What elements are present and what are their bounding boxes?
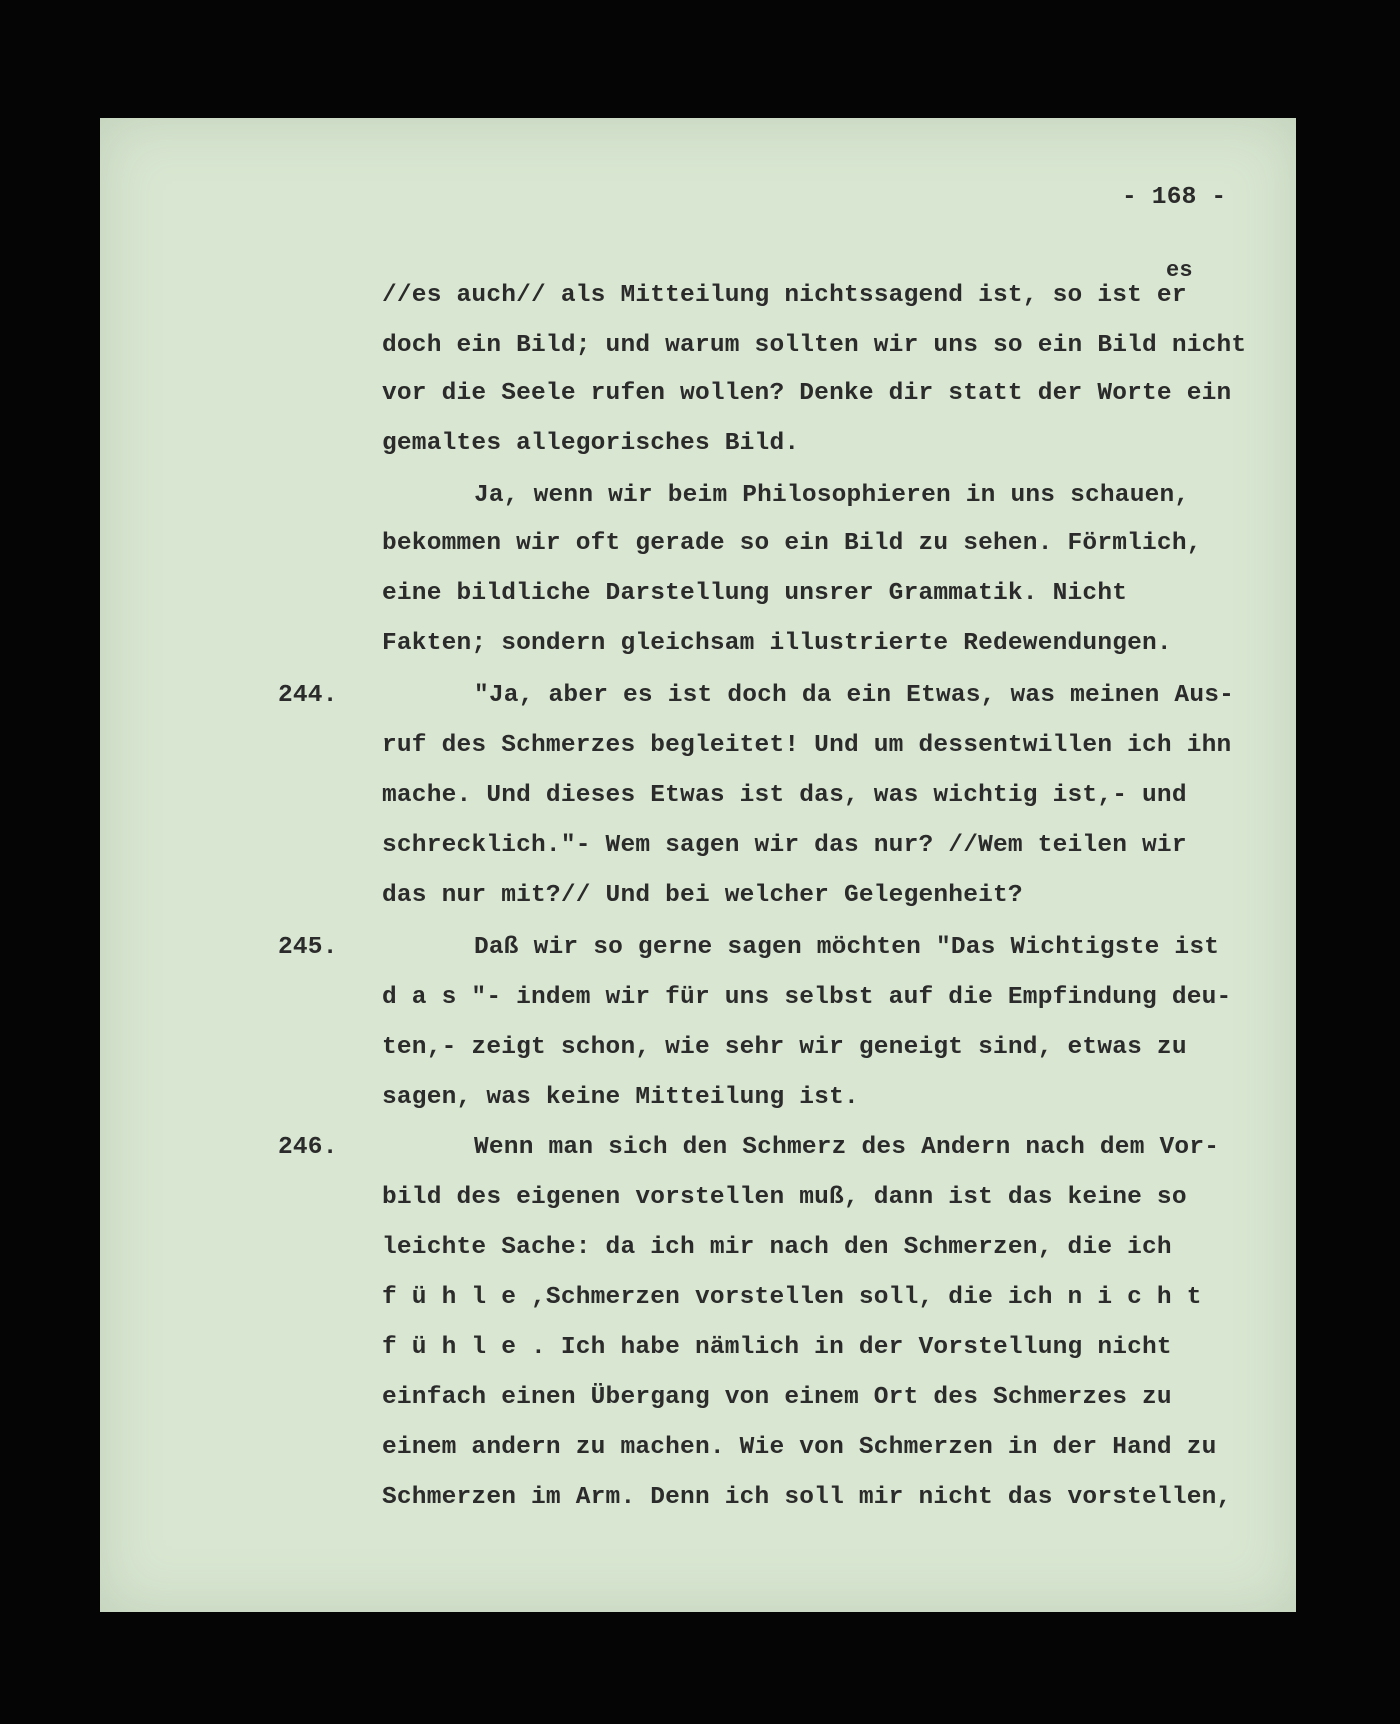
text-line: bild des eigenen vorstellen muß, dann ist das keine so bbox=[382, 1184, 1187, 1211]
text-line: das nur mit?// Und bei welcher Gelegenheit? bbox=[382, 882, 1023, 909]
text-line: eine bildliche Darstellung unsrer Grammatik. Nicht bbox=[382, 580, 1128, 607]
paragraph-number-244: 244. bbox=[278, 682, 338, 709]
text-line: einfach einen Übergang von einem Ort des Schmerzes zu bbox=[382, 1384, 1172, 1411]
text-line: bekommen wir oft gerade so ein Bild zu sehen. Förmlich, bbox=[382, 530, 1202, 557]
text-line: einem andern zu machen. Wie von Schmerzen in der Hand zu bbox=[382, 1434, 1217, 1461]
text-line: vor die Seele rufen wollen? Denke dir statt der Worte ein bbox=[382, 380, 1232, 407]
text-line: leichte Sache: da ich mir nach den Schmerzen, die ich bbox=[382, 1234, 1172, 1261]
page-number: - 168 - bbox=[1122, 184, 1227, 211]
text-line: gemaltes allegorisches Bild. bbox=[382, 430, 800, 457]
text-line: f ü h l e . Ich habe nämlich in der Vorstellung nicht bbox=[382, 1334, 1172, 1361]
text-line: d a s "- indem wir für uns selbst auf die Empfindung deu- bbox=[382, 984, 1232, 1011]
text-line: //es auch// als Mitteilung nichtssagend ist, so ist er bbox=[382, 282, 1187, 309]
text-line: "Ja, aber es ist doch da ein Etwas, was meinen Aus- bbox=[474, 682, 1235, 709]
text-line: doch ein Bild; und warum sollten wir uns so ein Bild nicht bbox=[382, 332, 1247, 359]
text-line: schrecklich."- Wem sagen wir das nur? //Wem teilen wir bbox=[382, 832, 1187, 859]
text-line: Ja, wenn wir beim Philosophieren in uns schauen, bbox=[474, 482, 1190, 509]
paragraph-number-245: 245. bbox=[278, 934, 338, 961]
text-line: Fakten; sondern gleichsam illustrierte Redewendungen. bbox=[382, 630, 1172, 657]
text-line: Schmerzen im Arm. Denn ich soll mir nicht das vorstellen, bbox=[382, 1484, 1232, 1511]
paragraph-number-246: 246. bbox=[278, 1134, 338, 1161]
text-line: Wenn man sich den Schmerz des Andern nach dem Vor- bbox=[474, 1134, 1220, 1161]
text-line: ruf des Schmerzes begleitet! Und um dessentwillen ich ihn bbox=[382, 732, 1232, 759]
text-line: sagen, was keine Mitteilung ist. bbox=[382, 1084, 859, 1111]
text-line: mache. Und dieses Etwas ist das, was wichtig ist,- und bbox=[382, 782, 1187, 809]
text-line: Daß wir so gerne sagen möchten "Das Wichtigste ist bbox=[474, 934, 1220, 961]
text-line: ten,- zeigt schon, wie sehr wir geneigt sind, etwas zu bbox=[382, 1034, 1187, 1061]
typescript-page bbox=[100, 118, 1296, 1612]
text-line: f ü h l e ,Schmerzen vorstellen soll, die ich n i c h t bbox=[382, 1284, 1202, 1311]
handwritten-insertion: es bbox=[1166, 258, 1193, 283]
